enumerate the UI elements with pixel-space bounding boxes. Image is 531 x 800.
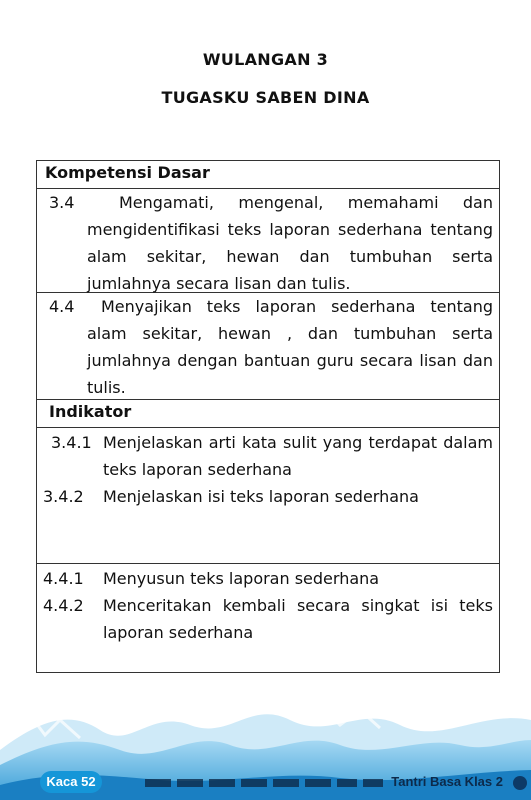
kd-row-4-4 [36, 292, 500, 399]
indicator-group-3 [36, 427, 500, 563]
kd-item [37, 189, 493, 297]
competency-table [36, 160, 500, 673]
indicator-item [37, 483, 493, 510]
indicator-text: Menyusun teks laporan sederhana [103, 569, 380, 588]
indicator-group-4 [36, 563, 500, 673]
indicator-text: Menjelaskan arti kata sulit yang terdapat dalam teks laporan sederhana [103, 433, 493, 479]
indicator-item [37, 592, 493, 646]
indicator-item [37, 429, 493, 483]
kd-header: Kompetensi Dasar [36, 160, 500, 188]
book-title: Tantri Basa Klas 2 [391, 774, 503, 789]
indicator-text: Menjelaskan isi teks laporan sederhana [103, 487, 419, 506]
page-number-badge: Kaca 52 [40, 771, 102, 793]
chapter-subtitle: TUGASKU SABEN DINA [161, 88, 370, 107]
footer-dot [513, 776, 527, 790]
indicator-number: 4.4.2 [43, 596, 84, 615]
indicator-item [37, 565, 493, 592]
kd-row-3-4 [36, 188, 500, 292]
indicator-header: Indikator [36, 399, 500, 427]
indicator-text: Menceritakan kembali secara singkat isi teks laporan sederhana [103, 596, 493, 642]
indicator-number: 3.4.1 [51, 433, 92, 452]
kd-item [37, 293, 493, 401]
kd-text: Mengamati, mengenal, memahami dan mengidentifikasi teks laporan sederhana tentang alam sekitar, hewan dan tumbuhan serta jumlahnya secara lisan dan tulis. [87, 193, 493, 293]
indicator-number: 4.4.1 [43, 569, 84, 588]
kd-number: 3.4 [49, 193, 75, 212]
kd-text: Menyajikan teks laporan sederhana tentang alam sekitar, hewan , dan tumbuhan serta jumlahnya dengan bantuan guru secara lisan dan tulis. [87, 297, 493, 397]
chapter-title: WULANGAN 3 [202, 50, 329, 69]
footer-pattern-decoration [145, 776, 385, 790]
kd-number: 4.4 [49, 297, 75, 316]
indicator-number: 3.4.2 [43, 487, 84, 506]
